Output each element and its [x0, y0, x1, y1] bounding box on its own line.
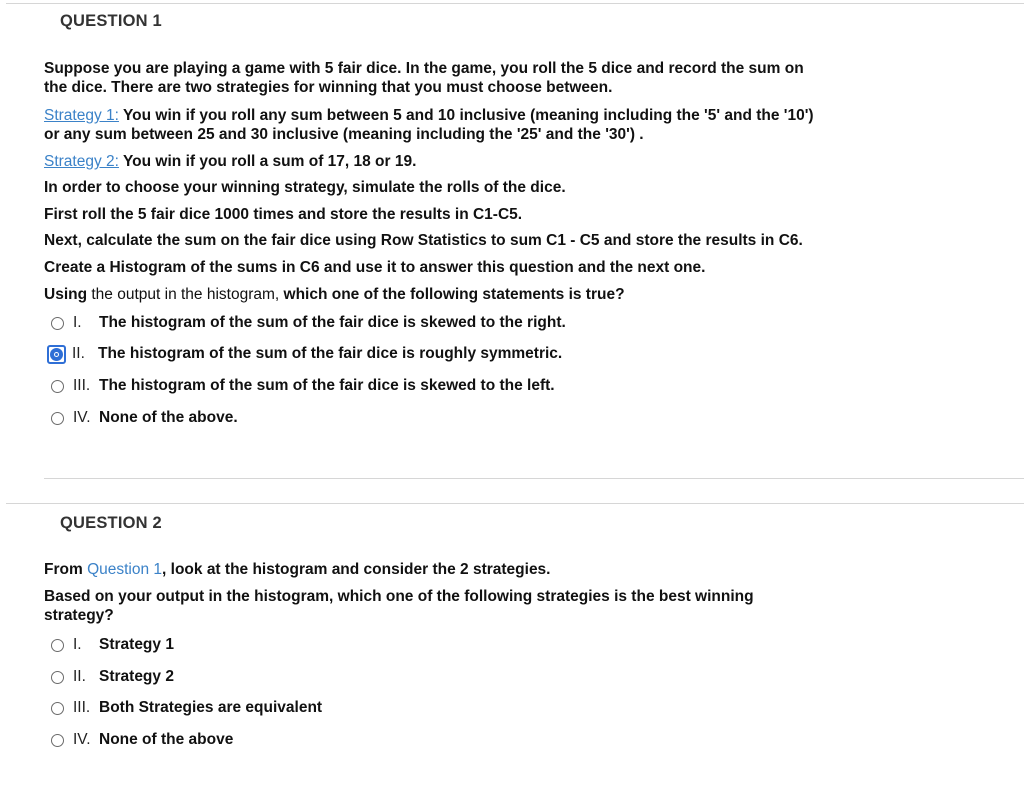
- q1-option-2[interactable]: [47, 343, 562, 365]
- radio-button-icon[interactable]: [51, 734, 64, 747]
- option-text: The histogram of the sum of the fair dice is roughly symmetric.: [98, 345, 563, 362]
- q1-prompt: [44, 285, 994, 304]
- q2-option-3[interactable]: [48, 697, 322, 719]
- strategy-1-link[interactable]: Strategy 1:: [44, 107, 119, 124]
- q2-prompt-line-2: strategy?: [44, 607, 114, 624]
- q2-from-rest: , look at the histogram and consider the 2 strategies.: [162, 561, 551, 578]
- q2-option-2[interactable]: [48, 666, 174, 688]
- radio-selected-icon: [50, 348, 63, 361]
- radio-selected-focus-ring[interactable]: [47, 345, 66, 364]
- option-text: Strategy 1: [99, 636, 174, 653]
- radio-button-icon[interactable]: [51, 380, 64, 393]
- option-numeral: I.: [73, 636, 82, 653]
- option-text: Both Strategies are equivalent: [99, 699, 323, 716]
- question-2-title: QUESTION 2: [60, 514, 162, 532]
- question-1-title: QUESTION 1: [60, 12, 162, 30]
- strategy-1-text: You win if you roll any sum between 5 and 10 inclusive (meaning including the '5' and the '10'): [118, 107, 814, 124]
- q2-intro-line: [44, 560, 994, 579]
- q2-option-1[interactable]: [48, 634, 174, 656]
- radio-button-icon[interactable]: [51, 639, 64, 652]
- q1-strategy-1-line-2: or any sum between 25 and 30 inclusive (meaning including the '25' and the '30') .: [44, 126, 644, 143]
- q1-option-4[interactable]: [48, 407, 238, 429]
- q1-strategy-2-line: [44, 152, 994, 171]
- q1-instruction-4: Create a Histogram of the sums in C6 and use it to answer this question and the next one.: [44, 259, 706, 276]
- strategy-2-link[interactable]: Strategy 2:: [44, 153, 119, 170]
- q1-instruction-3: Next, calculate the sum on the fair dice using Row Statistics to sum C1 - C5 and store the results in C6.: [44, 232, 803, 249]
- radio-button-icon[interactable]: [51, 671, 64, 684]
- option-numeral: II.: [73, 668, 86, 685]
- q1-option-1[interactable]: [48, 312, 566, 334]
- option-text: None of the above: [99, 731, 234, 748]
- q2-option-4[interactable]: [48, 729, 233, 751]
- q1-prompt-normal: the output in the histogram,: [87, 286, 280, 303]
- q2-prompt-line-1: Based on your output in the histogram, which one of the following strategies is the best winning: [44, 588, 754, 605]
- question-1-link[interactable]: Question 1: [87, 561, 163, 578]
- option-text: The histogram of the sum of the fair dice is skewed to the right.: [99, 314, 566, 331]
- top-divider: [6, 3, 1024, 4]
- radio-button-icon[interactable]: [51, 317, 64, 330]
- option-numeral: III.: [73, 699, 91, 716]
- option-text: Strategy 2: [99, 668, 174, 685]
- q1-instruction-1: In order to choose your winning strategy, simulate the rolls of the dice.: [44, 179, 566, 196]
- question-1-bottom-divider: [44, 478, 1024, 479]
- option-numeral: IV.: [73, 731, 91, 748]
- q1-prompt-bold-1: Using: [44, 286, 88, 303]
- q1-intro-line-1: Suppose you are playing a game with 5 fair dice. In the game, you roll the 5 dice and record the sum on: [44, 60, 804, 77]
- q2-from-text: From: [44, 561, 88, 578]
- radio-button-icon[interactable]: [51, 702, 64, 715]
- q1-strategy-1-line-1: [44, 106, 994, 125]
- option-text: None of the above.: [99, 409, 238, 426]
- q1-instruction-2: First roll the 5 fair dice 1000 times and store the results in C1-C5.: [44, 206, 523, 223]
- radio-button-icon[interactable]: [51, 412, 64, 425]
- option-numeral: IV.: [73, 409, 91, 426]
- strategy-2-text: You win if you roll a sum of 17, 18 or 19.: [118, 153, 417, 170]
- q1-option-3[interactable]: [48, 375, 555, 397]
- q1-prompt-bold-2: which one of the following statements is true?: [279, 286, 625, 303]
- question-2-top-divider: [6, 503, 1024, 504]
- q1-intro-line-2: the dice. There are two strategies for winning that you must choose between.: [44, 79, 613, 96]
- option-numeral: II.: [72, 345, 85, 362]
- option-numeral: I.: [73, 314, 82, 331]
- option-numeral: III.: [73, 377, 91, 394]
- option-text: The histogram of the sum of the fair dice is skewed to the left.: [99, 377, 555, 394]
